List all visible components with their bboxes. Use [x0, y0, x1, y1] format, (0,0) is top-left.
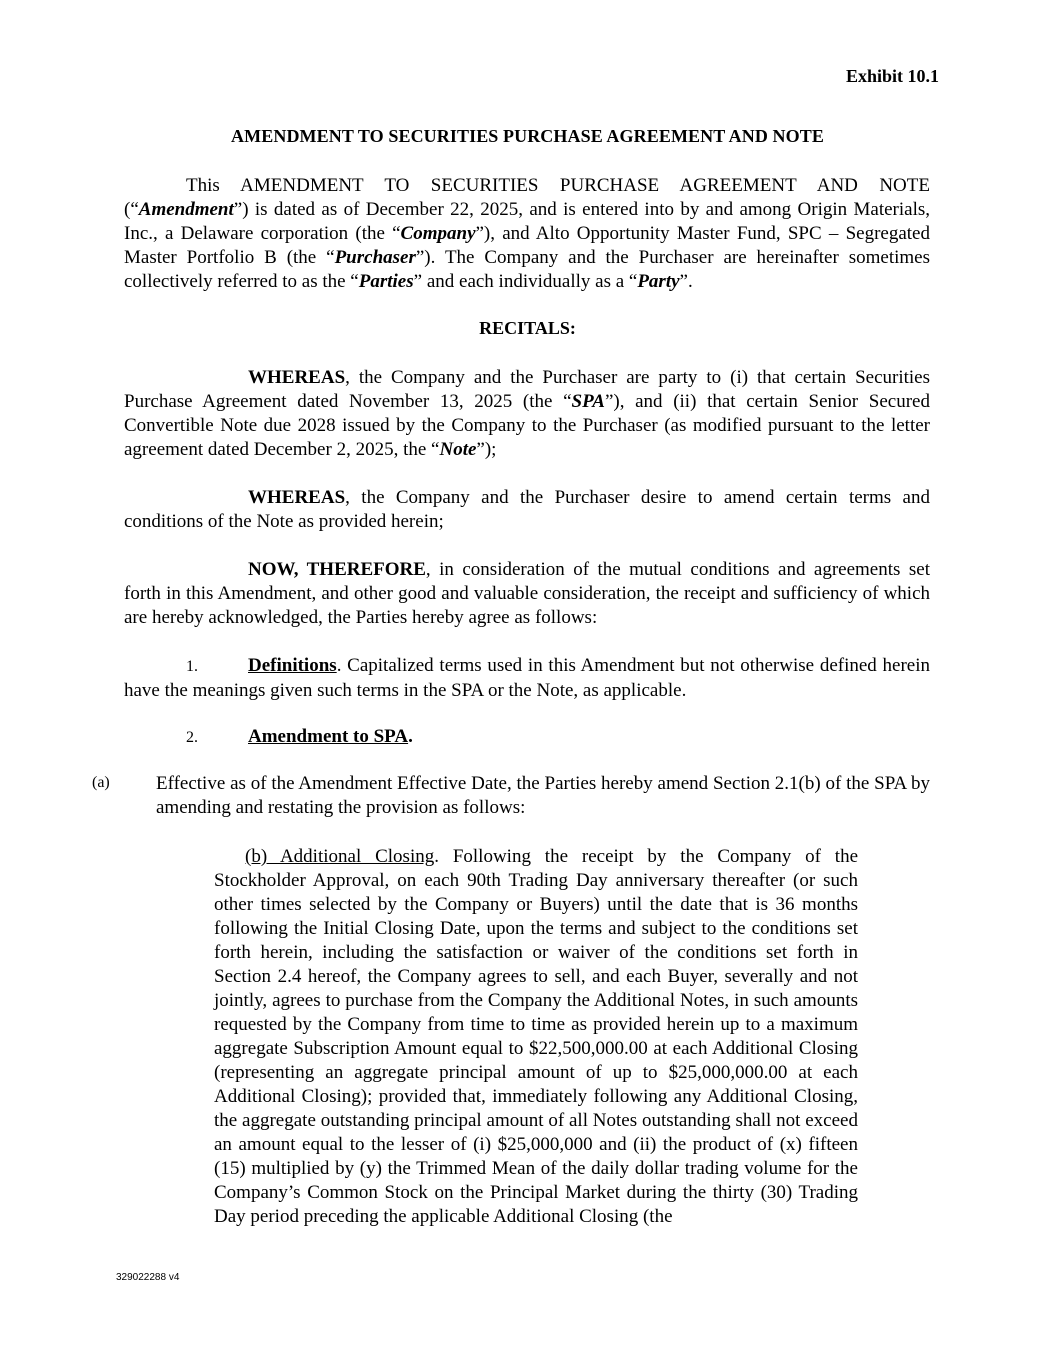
section-2-heading: Amendment to SPA — [248, 726, 409, 747]
section-2-period: . — [408, 726, 413, 747]
recitals-heading: RECITALS: — [479, 318, 576, 338]
document-title: AMENDMENT TO SECURITIES PURCHASE AGREEMENT AND NOTE — [231, 126, 824, 146]
intro-text-2: ”) is dated as of December 22, 2025, and is entered into by and among Origin Materials, Inc., a Delaware corporation (the “ — [124, 199, 930, 244]
whereas-paragraph-1 — [124, 366, 930, 462]
whereas1-text-1: , the Company and the Purchaser are party to (i) that certain Securities Purchase Agreement dated November 13, 2025 (the “ — [124, 367, 930, 412]
section-1-paragraph — [124, 654, 930, 703]
intro-text-4: ”). The Company and the Purchaser are hereinafter sometimes collectively referred to as the “ — [124, 247, 930, 292]
term-company: Company — [400, 223, 476, 244]
intro-text-5: ” and each individually as a “ — [413, 271, 638, 292]
term-amendment: Amendment — [138, 199, 234, 220]
quoted-provision — [214, 845, 858, 1229]
whereas-lead-2: WHEREAS — [248, 487, 346, 508]
intro-paragraph — [124, 174, 930, 294]
intro-text-1: This AMENDMENT TO SECURITIES PURCHASE AGREEMENT AND NOTE (“ — [124, 175, 930, 220]
quoted-provision-text: . Following the receipt by the Company of the Stockholder Approval, on each 90th Trading Day anniversary thereafter (or such other times selected by the Company or Buyers) until the date that is 36 months following the Initial Closing Date, upon the terms and subject to the conditions set forth herein, including the satisfaction or waiver of the conditions set forth in Section 2.4 hereof, the Company agrees to sell, and each Buyer, severally and not jointly, agrees to purchase from the Company the Additional Notes, in such amounts requested by the Company from time to time as provided herein up to a maximum aggregate Subscription Amount equal to $22,500,000.00 at each Additional Closing (representing an aggregate principal amount of up to $25,000,000.00 at each Additional Closing); provided that, immediately following any Additional Closing, the aggregate outstanding principal amount of all Notes outstanding shall not exceed an amount equal to the lesser of (i) $25,000,000 and (ii) the product of (x) fifteen (15) multiplied by (y) the Trimmed Mean of the daily dollar trading volume for the Company’s Common Stock on the Principal Market during the thirty (30) Trading Day period preceding the applicable Additional Closing (the — [214, 846, 858, 1227]
section-2-heading-line — [186, 726, 413, 748]
now-therefore-lead: NOW, THEREFORE — [248, 559, 426, 580]
intro-text-3: ”), and Alto Opportunity Master Fund, SPC – Segregated Master Portfolio B (the “ — [124, 223, 930, 268]
section-1-number: 1. — [186, 658, 198, 675]
now-therefore-text: , in consideration of the mutual conditions and agreements set forth in this Amendment, and other good and valuable consideration, the receipt and sufficiency of which are hereby acknowledged, the Parties hereby agree as follows: — [124, 559, 930, 628]
whereas-lead-1: WHEREAS — [248, 367, 346, 388]
quoted-provision-heading: (b) Additional Closing — [245, 846, 435, 867]
intro-text-6: ”. — [679, 271, 693, 292]
section-1-text: . Capitalized terms used in this Amendment but not otherwise defined herein have the meanings given such terms in the SPA or the Note, as applicable. — [124, 655, 930, 701]
whereas-paragraph-2 — [124, 486, 930, 534]
whereas1-text-3: ”); — [476, 439, 497, 460]
whereas1-text-2: ”), and (ii) that certain Senior Secured Convertible Note due 2028 issued by the Company to the Purchaser (as modified pursuant to the letter agreement dated December 2, 2025, the “ — [124, 391, 930, 460]
exhibit-label: Exhibit 10.1 — [845, 66, 939, 86]
section-2-number: 2. — [186, 729, 198, 746]
term-spa: SPA — [571, 391, 605, 412]
now-therefore-paragraph — [124, 558, 930, 630]
subsection-a-text: Effective as of the Amendment Effective Date, the Parties hereby amend Section 2.1(b) of the SPA by amending and restating the provision as follows: — [156, 773, 930, 818]
subsection-a-label: (a) — [92, 774, 110, 791]
footer-doc-id: 329022288 v4 — [116, 1272, 180, 1283]
term-parties: Parties — [358, 271, 414, 292]
section-1-heading: Definitions — [248, 655, 337, 676]
term-purchaser: Purchaser — [334, 247, 416, 268]
whereas2-text: , the Company and the Purchaser desire to amend certain terms and conditions of the Note as provided herein; — [124, 487, 930, 532]
term-note: Note — [439, 439, 477, 460]
term-party: Party — [637, 271, 680, 292]
